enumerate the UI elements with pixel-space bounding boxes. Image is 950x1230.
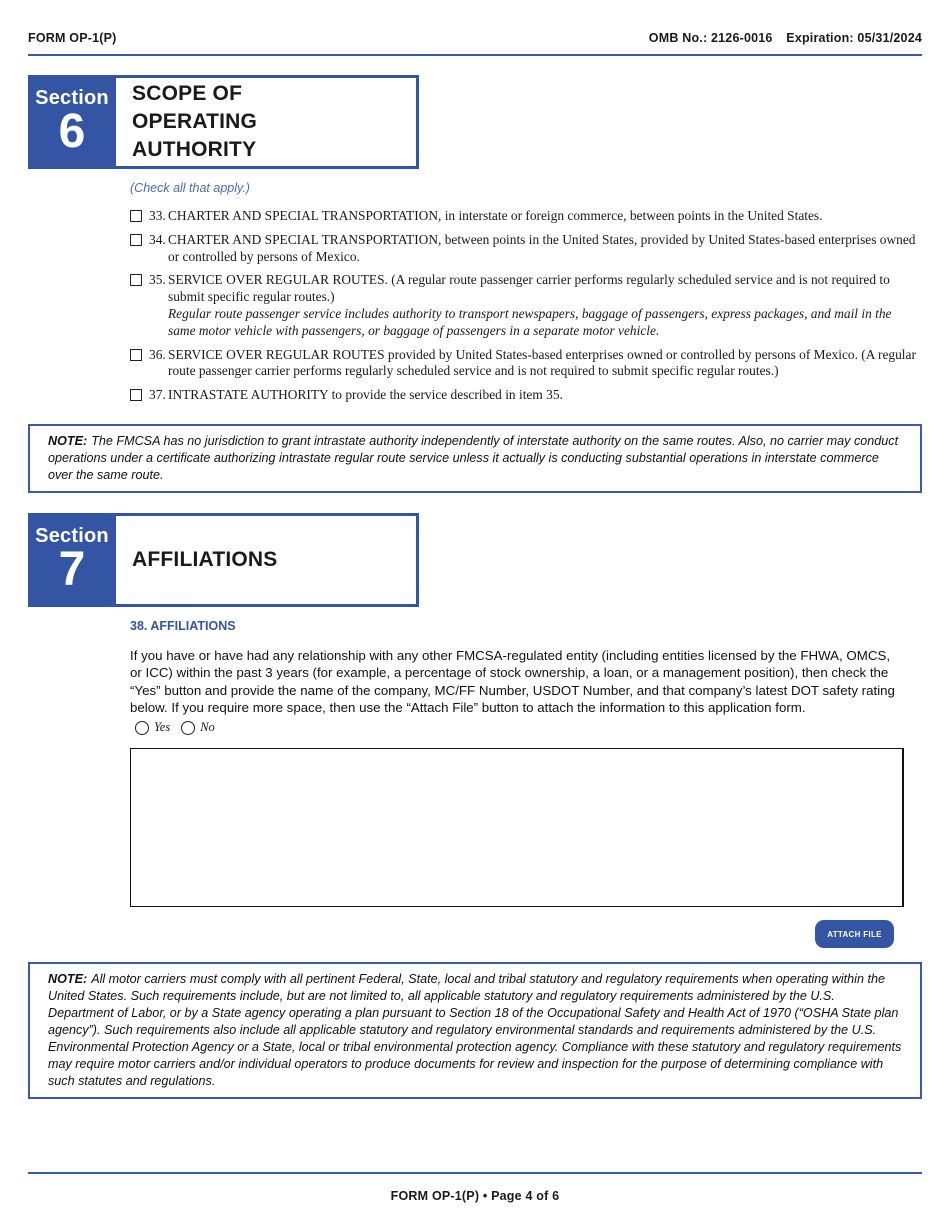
section-7-title: AFFILIATIONS [132, 548, 278, 571]
note-text: The FMCSA has no jurisdiction to grant intrastate authority independently of interstate authority on the same routes. Also, no carrier may conduct operations under a certificate authorizing intrastate regular route service unless it actually is conducting substantial operations in interstate commerce over the same route. [48, 434, 899, 482]
section-label: Section [35, 525, 109, 547]
authority-checkbox-34[interactable] [130, 234, 142, 246]
authority-item-34 [130, 232, 920, 266]
item-text: CHARTER AND SPECIAL TRANSPORTATION, between points in the United States, provided by United States-based enterprises owned or controlled by persons of Mexico. [168, 231, 916, 264]
affiliations-instructions: If you have or have had any relationship with any other FMCSA-regulated entity (including entities licensed by the FHWA, OMCS, or ICC) within the past 3 years (for example, a percentage of stock ownership, a loan, or a management position), then check the “Yes” button and provide the name of the company, MC/FF Number, USDOT Number, and that company’s latest DOT safety rating below. If you require more space, then use the “Attach File” button to attach the information to this application form. [130, 648, 895, 715]
no-label: No [200, 720, 215, 734]
authority-checkbox-35[interactable] [130, 274, 142, 286]
section-6-title: SCOPE OF OPERATING AUTHORITY [132, 82, 258, 161]
authority-checkbox-33[interactable] [130, 210, 142, 222]
section-7-title-box [114, 513, 419, 607]
note-label: NOTE: [48, 972, 88, 986]
section-number: 6 [58, 105, 86, 158]
section-6-title-box [114, 75, 419, 169]
form-id: FORM OP-1(P) [28, 31, 117, 45]
expiration-date: Expiration: 05/31/2024 [786, 31, 922, 45]
item-number: 34. [149, 231, 166, 247]
item-number: 35. [149, 272, 166, 288]
section-6-note [28, 424, 922, 493]
attach-file-button[interactable]: ATTACH FILE [815, 920, 894, 948]
section-7-tab [28, 513, 116, 607]
yes-radio[interactable] [135, 721, 149, 735]
authority-item-35 [130, 272, 920, 339]
affiliations-textbox[interactable] [130, 748, 904, 907]
header-rule [28, 54, 922, 56]
authority-item-37 [130, 387, 920, 404]
authority-checkbox-37[interactable] [130, 389, 142, 401]
footer-rule [28, 1172, 922, 1174]
affiliations-heading: 38. AFFILIATIONS [130, 619, 236, 633]
omb-number: OMB No.: 2126-0016 [648, 31, 773, 45]
authority-checklist [130, 208, 920, 411]
section-number: 7 [58, 543, 86, 596]
section-label: Section [35, 87, 109, 109]
no-option[interactable] [181, 720, 215, 735]
item-number: 36. [149, 346, 166, 362]
note-label: NOTE: [48, 434, 88, 448]
item-text: INTRASTATE AUTHORITY to provide the service described in item 35. [168, 387, 563, 403]
authority-checkbox-36[interactable] [130, 349, 142, 361]
section-7-header [28, 513, 419, 607]
section-6-header [28, 75, 419, 169]
item-text: SERVICE OVER REGULAR ROUTES provided by United States-based enterprises owned or controlled by persons of Mexico. (A regular route passenger carrier performs regularly scheduled service and is not required to submit specific regular routes.) [168, 346, 916, 379]
check-instruction: (Check all that apply.) [130, 181, 250, 195]
item-text: SERVICE OVER REGULAR ROUTES. (A regular route passenger carrier performs regularly scheduled service and is not required to submit specific regular routes.) [168, 272, 890, 305]
item-text: CHARTER AND SPECIAL TRANSPORTATION, in interstate or foreign commerce, between points in the United States. [168, 208, 823, 223]
section-6-tab [28, 75, 116, 169]
page-footer: FORM OP-1(P) • Page 4 of 6 [390, 1189, 560, 1203]
yes-label: Yes [154, 720, 171, 734]
authority-item-33 [130, 208, 920, 225]
yes-option[interactable] [135, 720, 170, 735]
item-detail: Regular route passenger service includes authority to transport newspapers, baggage of passengers, express packages, and mail in the same motor vehicle with passengers, or baggage of passengers in a separate motor vehicle. [168, 305, 892, 338]
section-7-note [28, 962, 922, 1099]
omb-info [649, 31, 922, 45]
item-number: 37. [149, 387, 166, 403]
note-text: All motor carriers must comply with all pertinent Federal, State, local and tribal statutory and regulatory requirements when operating within the United States. Such requirements include, but are not limited to, all applicable statutory and regulatory requirements administered by the U.S. Department of Labor, or by a State agency operating a plan pursuant to Section 18 of the Occupational Safety and Health Act of 1970 (“OSHA State plan agency”). Such requirements also include all applicable statutory and regulatory environmental standards and requirements administered by the U.S. Environmental Protection Agency or a State, local or tribal environmental protection agency. Compliance with these statutory and regulatory requirements may require motor carriers and/or individual operators to produce documents for review and inspection for the purpose of determining compliance with such statutes and regulations. [48, 972, 902, 1088]
affiliation-radio-group [135, 720, 226, 735]
item-number: 33. [149, 208, 166, 223]
no-radio[interactable] [181, 721, 195, 735]
authority-item-36 [130, 347, 920, 381]
